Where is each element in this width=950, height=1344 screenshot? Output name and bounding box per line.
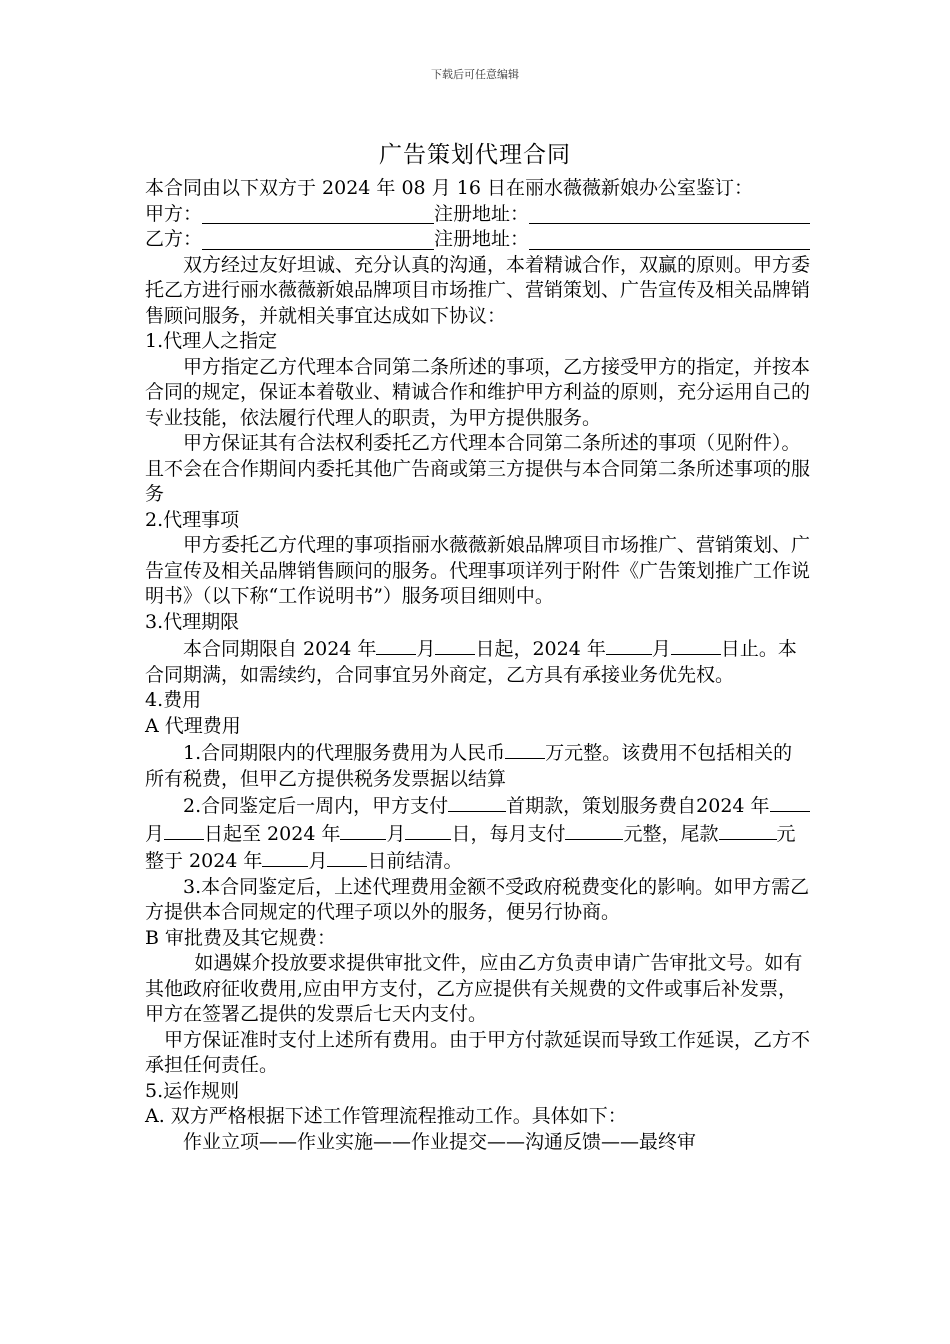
section-1-heading: 1.代理人之指定 (145, 330, 278, 352)
party-a-label: 甲方： (145, 202, 203, 225)
final-payment-blank[interactable] (719, 820, 777, 840)
section-4b-heading: B 审批费及其它规费： (145, 926, 337, 949)
section-4a-item-3: 3.本合同鉴定后，上述代理费用金额不受政府税费变化的影响。如甲方需乙方提供本合同规定的代理子项以外的服务，便另行协商。 (145, 875, 810, 923)
term-end-day-blank[interactable] (671, 635, 721, 655)
section-4a-item-2 (145, 792, 810, 875)
party-b-address-blank[interactable] (529, 229, 810, 250)
term-from-text: 日起，2024 年 (475, 638, 606, 660)
party-a-name-blank[interactable] (202, 203, 434, 224)
term-start-text: 本合同期限自 2024 年 (183, 638, 377, 660)
party-a-row (145, 202, 810, 228)
final-month-blank[interactable] (262, 847, 308, 867)
service-end-month-blank[interactable] (340, 820, 386, 840)
term-rest-text: 止。本合同期满，如需续约，合同事宜另外商定，乙方具有承接业务优先权。 (145, 638, 797, 686)
fee-text-1: 1.合同期限内的代理服务费用为人民币 (183, 742, 506, 764)
party-a-address-blank[interactable] (529, 203, 810, 224)
payment-text-1: 2.合同鉴定后一周内，甲方支付 (183, 795, 449, 817)
payment-text-4: 日起至 2024 年 (204, 822, 341, 845)
section-4-heading: 4.费用 (145, 689, 202, 711)
payment-text-7: 元整于 2024 年 (145, 822, 796, 872)
first-payment-blank[interactable] (448, 792, 506, 812)
party-b-label: 乙方： (145, 228, 203, 250)
party-b-address-label: 注册地址： (434, 228, 530, 250)
section-1-paragraph-2: 甲方保证其有合法权利委托乙方代理本合同第二条所述的事项（见附件）。且不会在合作期间内委托其他广告商或第三方提供与本合同第二条所述事项的服务 (145, 432, 811, 505)
term-start-day-blank[interactable] (435, 635, 475, 655)
fee-text-2: 万元整。该费用不包括相关的所有税费，但甲乙方提供税务发票据以结算 (145, 742, 793, 790)
term-month-label: 月 (416, 638, 436, 660)
payment-month-label: 月 (145, 822, 165, 845)
payment-month-label-2: 月 (386, 822, 406, 845)
section-3-heading: 3.代理期限 (145, 610, 240, 633)
contract-body (145, 176, 810, 1155)
payment-month-label-3: 月 (308, 850, 328, 872)
term-start-month-blank[interactable] (376, 635, 416, 655)
term-day-label: 日 (720, 638, 740, 660)
section-5a-text: A. 双方严格根据下述工作管理流程推动工作。具体如下： (145, 1105, 627, 1127)
monthly-payment-blank[interactable] (565, 820, 623, 840)
final-day-blank[interactable] (327, 847, 367, 867)
section-4a-heading: A 代理费用 (145, 714, 241, 737)
payment-text-5: 日，每月支付 (451, 822, 566, 845)
term-month-label-2: 月 (651, 638, 671, 660)
section-3-paragraph (145, 635, 810, 688)
party-b-row (145, 227, 810, 253)
payment-text-8: 日前结清。 (367, 850, 463, 872)
workflow-text: 作业立项——作业实施——作业提交——沟通反馈——最终审 (183, 1130, 697, 1153)
section-1-paragraph-1: 甲方指定乙方代理本合同第二条所述的事项，乙方接受甲方的指定，并按本合同的规定，保证本着敬业、精诚合作和维护甲方利益的原则，充分运用自己的专业技能，依法履行代理人的职责，为甲方提供服务。 (145, 355, 811, 429)
payment-text-2: 首期款，策划服务费自 (506, 795, 697, 817)
header-note: 下载后可任意编辑 (431, 68, 519, 81)
term-end-month-blank[interactable] (606, 635, 652, 655)
section-4b-paragraph-1: 如遇媒介投放要求提供审批文件，应由乙方负责申请广告审批文号。如有其他政府征收费用,应由甲方支付，乙方应提供有关规费的文件或事后补发票， 甲方在签署乙提供的发票后七天内支付。 (145, 952, 803, 1025)
payment-text-6: 元整，尾款 (623, 822, 719, 845)
section-2-paragraph-1: 甲方委托乙方代理的事项指丽水薇薇新娘品牌项目市场推广、营销策划、广告宣传及相关品牌销售顾问的服务。代理事项详列于附件《广告策划推广工作说明书》（以下称“工作说明书”）服务项目细则中。 (145, 534, 811, 607)
intro-line: 本合同由以下双方于 2024 年 08 月 16 日在丽水薇薇新娘办公室鉴订： (145, 177, 753, 199)
party-a-address-label: 注册地址： (434, 202, 530, 225)
service-start-month-blank[interactable] (770, 792, 810, 812)
service-start-day-blank[interactable] (164, 820, 204, 840)
party-b-name-blank[interactable] (202, 229, 434, 250)
preamble-paragraph: 双方经过友好坦诚、充分认真的沟通，本着精诚合作，双赢的原则。甲方委托乙方进行丽水薇薇新娘品牌项目市场推广、营销策划、广告宣传及相关品牌销售顾问服务，并就相关事宜达成如下协议： (145, 253, 811, 327)
section-5-heading: 5.运作规则 (145, 1079, 240, 1102)
payment-text-3: 2024 年 (696, 795, 770, 817)
fee-amount-blank[interactable] (505, 739, 545, 759)
section-4b-paragraph-2: 甲方保证准时支付上述所有费用。由于甲方付款延误而导致工作延误，乙方不承担任何责任。 (145, 1028, 811, 1076)
service-end-day-blank[interactable] (405, 820, 451, 840)
section-2-heading: 2.代理事项 (145, 508, 240, 531)
section-4a-item-1 (145, 739, 810, 792)
page-title: 广告策划代理合同 (379, 142, 571, 168)
